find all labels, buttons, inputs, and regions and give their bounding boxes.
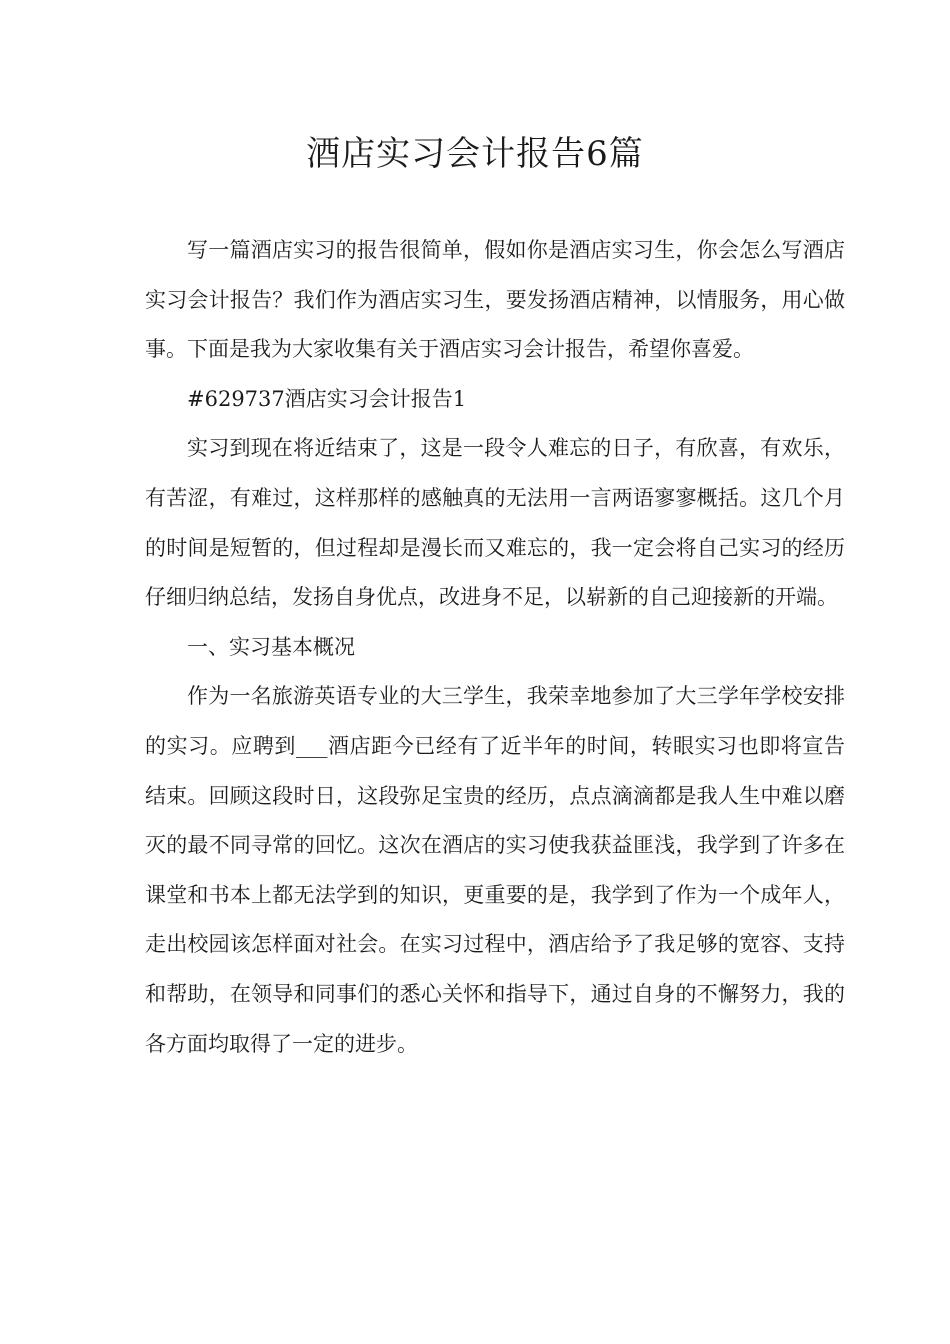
paragraph-intro: 写一篇酒店实习的报告很简单，假如你是酒店实习生，你会怎么写酒店实习会计报告？我们作为酒店实习生，要发扬酒店精神，以情服务，用心做事。下面是我为大家收集有关于酒店实习会计报告，希望你喜爱。 xyxy=(145,238,845,362)
paragraph-overview: 作为一名旅游英语专业的大三学生，我荣幸地参加了大三学年学校安排的实习。应聘到___酒店距今已经有了近半年的时间，转眼实习也即将宣告结束。回顾这段时日，这段弥足宝贵的经历，点点滴滴都是我人生中难以磨灭的最不同寻常的回忆。这次在酒店的实习使我获益匪浅，我学到了许多在课堂和书本上都无法学到的知识，更重要的是，我学到了作为一个成年人，走出校园该怎样面对社会。在实习过程中，酒店给予了我足够的宽容、支持和帮助，在领导和同事们的悉心关怀和指导下，通过自身的不懈努力，我的各方面均取得了一定的进步。 xyxy=(145,684,845,1056)
document-body xyxy=(145,226,845,1069)
section-heading-report-1: #629737酒店实习会计报告1 xyxy=(187,386,467,411)
paragraph-summary: 实习到现在将近结束了，这是一段令人难忘的日子，有欣喜，有欢乐，有苦涩，有难过，这样那样的感触真的无法用一言两语寥寥概括。这几个月的时间是短暂的，但过程却是漫长而又难忘的，我一定会将自己实习的经历仔细归纳总结，发扬自身优点，改进身不足，以崭新的自己迎接新的开端。 xyxy=(145,436,845,610)
section-heading-overview: 一、实习基本概况 xyxy=(187,634,355,659)
document-title: 酒店实习会计报告6篇 xyxy=(306,134,644,174)
